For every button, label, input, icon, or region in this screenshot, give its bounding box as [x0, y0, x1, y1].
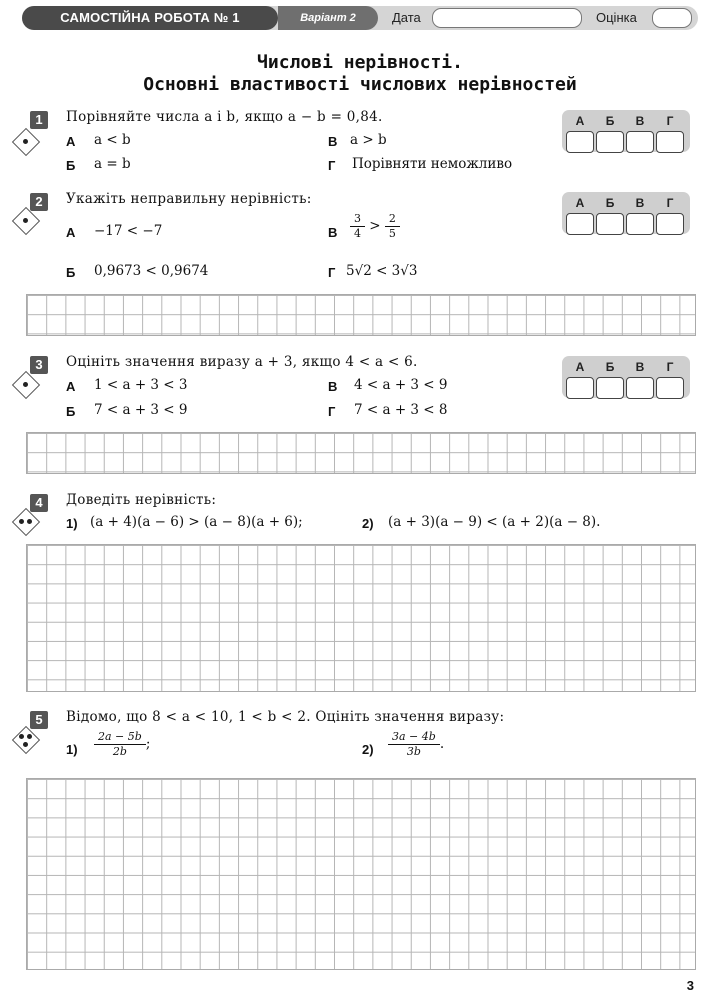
difficulty-dot: [19, 734, 24, 739]
answer-cell[interactable]: [626, 213, 654, 235]
answer-cell[interactable]: [566, 377, 594, 399]
answer-cell[interactable]: [656, 213, 684, 235]
difficulty-dot: [27, 519, 32, 524]
item-text: (a + 4)(a − 6) > (a − 8)(a + 6);: [90, 514, 303, 530]
task-1-prompt: Порівняйте числа a і b, якщо a − b = 0,84.: [66, 109, 383, 125]
answer-letter: Б: [605, 360, 615, 374]
fraction-denominator: 2b: [112, 745, 127, 758]
difficulty-dot: [23, 742, 28, 747]
item-label: 1): [66, 516, 78, 531]
option-text: a < b: [94, 132, 131, 148]
item-punctuation: .: [439, 736, 445, 752]
grade-field[interactable]: [652, 8, 692, 28]
option-letter: Б: [66, 404, 76, 419]
page-title-line2: Основні властивості числових нерівностей: [143, 74, 577, 95]
page-number: 3: [686, 978, 694, 993]
item-label: 2): [362, 742, 374, 757]
difficulty-dot: [27, 734, 32, 739]
task-number-5: 5: [30, 711, 48, 729]
difficulty-marker-5: [12, 726, 40, 754]
work-grid-task-3[interactable]: [26, 432, 696, 474]
option-letter: В: [328, 379, 338, 394]
difficulty-dot: [23, 218, 28, 223]
fraction-numerator: 3: [350, 212, 365, 227]
item-label: 2): [362, 516, 374, 531]
answer-letter: Г: [666, 196, 674, 210]
answer-letter: В: [635, 196, 645, 210]
answer-cell[interactable]: [596, 377, 624, 399]
answer-cell[interactable]: [626, 131, 654, 153]
answer-letter: А: [575, 196, 585, 210]
date-label: Дата: [392, 10, 421, 25]
fraction-denominator: 5: [388, 227, 396, 240]
fraction-numerator: 3a − 4b: [388, 730, 440, 745]
option-letter: Г: [328, 404, 336, 419]
grade-label: Оцінка: [596, 10, 637, 25]
answer-letter: В: [635, 114, 645, 128]
option-text: a > b: [350, 132, 387, 148]
item-label: 1): [66, 742, 78, 757]
answer-cell[interactable]: [656, 377, 684, 399]
variant-label: Варіант 2: [278, 6, 378, 30]
answer-cell[interactable]: [566, 213, 594, 235]
work-title: САМОСТІЙНА РОБОТА № 1: [22, 6, 278, 30]
date-field[interactable]: [432, 8, 582, 28]
task-number-1: 1: [30, 111, 48, 129]
answer-letter: Г: [666, 360, 674, 374]
option-text: −17 < −7: [94, 223, 163, 239]
answer-letter: Г: [666, 114, 674, 128]
answer-letter: Б: [605, 196, 615, 210]
answer-letter: Б: [605, 114, 615, 128]
work-grid-task-4[interactable]: [26, 544, 696, 692]
item-text: (a + 3)(a − 9) < (a + 2)(a − 8).: [388, 514, 601, 530]
option-text: 0,9673 < 0,9674: [94, 263, 209, 279]
option-letter: Г: [328, 158, 336, 173]
answer-cell[interactable]: [596, 213, 624, 235]
task-3-prompt: Оцініть значення виразу a + 3, якщо 4 < a < 6.: [66, 354, 418, 370]
option-text: a = b: [94, 156, 131, 172]
task-number-2: 2: [30, 193, 48, 211]
fraction-denominator: 3b: [406, 745, 421, 758]
option-letter: А: [66, 379, 76, 394]
inequality-sign: >: [369, 218, 381, 234]
option-letter: Б: [66, 265, 76, 280]
difficulty-dot: [23, 382, 28, 387]
answer-letter: В: [635, 360, 645, 374]
option-letter: В: [328, 134, 338, 149]
item-fraction: [94, 730, 150, 759]
option-letter: Г: [328, 265, 336, 280]
option-text: 1 < a + 3 < 3: [94, 377, 188, 393]
answer-letter: А: [575, 114, 585, 128]
work-grid-task-2[interactable]: [26, 294, 696, 336]
task-2-prompt: Укажіть неправильну нерівність:: [66, 191, 312, 207]
answer-cell[interactable]: [626, 377, 654, 399]
task-4-prompt: Доведіть нерівність:: [66, 492, 217, 508]
option-text: 5√2 < 3√3: [346, 263, 418, 279]
task-5-prompt: Відомо, що 8 < a < 10, 1 < b < 2. Оцініть значення виразу:: [66, 709, 505, 725]
fraction-numerator: 2: [385, 212, 400, 227]
option-letter: Б: [66, 158, 76, 173]
option-letter: А: [66, 225, 76, 240]
answer-cell[interactable]: [596, 131, 624, 153]
option-text: 4 < a + 3 < 9: [354, 377, 448, 393]
difficulty-dot: [19, 519, 24, 524]
answer-letter: А: [575, 360, 585, 374]
item-punctuation: ;: [145, 736, 151, 752]
option-letter: В: [328, 225, 338, 240]
answer-cell[interactable]: [566, 131, 594, 153]
option-letter: А: [66, 134, 76, 149]
page-title-line1: Числові нерівності.: [257, 52, 463, 73]
option-text: 7 < a + 3 < 9: [94, 402, 188, 418]
option-text: 7 < a + 3 < 8: [354, 402, 448, 418]
item-fraction: [388, 730, 444, 759]
difficulty-marker-4: [12, 508, 40, 536]
option-text: Порівняти неможливо: [352, 156, 513, 172]
task-number-4: 4: [30, 494, 48, 512]
answer-cell[interactable]: [656, 131, 684, 153]
option-fraction-inequality: [350, 212, 400, 241]
fraction-numerator: 2a − 5b: [94, 730, 146, 745]
task-number-3: 3: [30, 356, 48, 374]
work-grid-task-5[interactable]: [26, 778, 696, 970]
difficulty-dot: [23, 139, 28, 144]
fraction-denominator: 4: [354, 227, 361, 240]
